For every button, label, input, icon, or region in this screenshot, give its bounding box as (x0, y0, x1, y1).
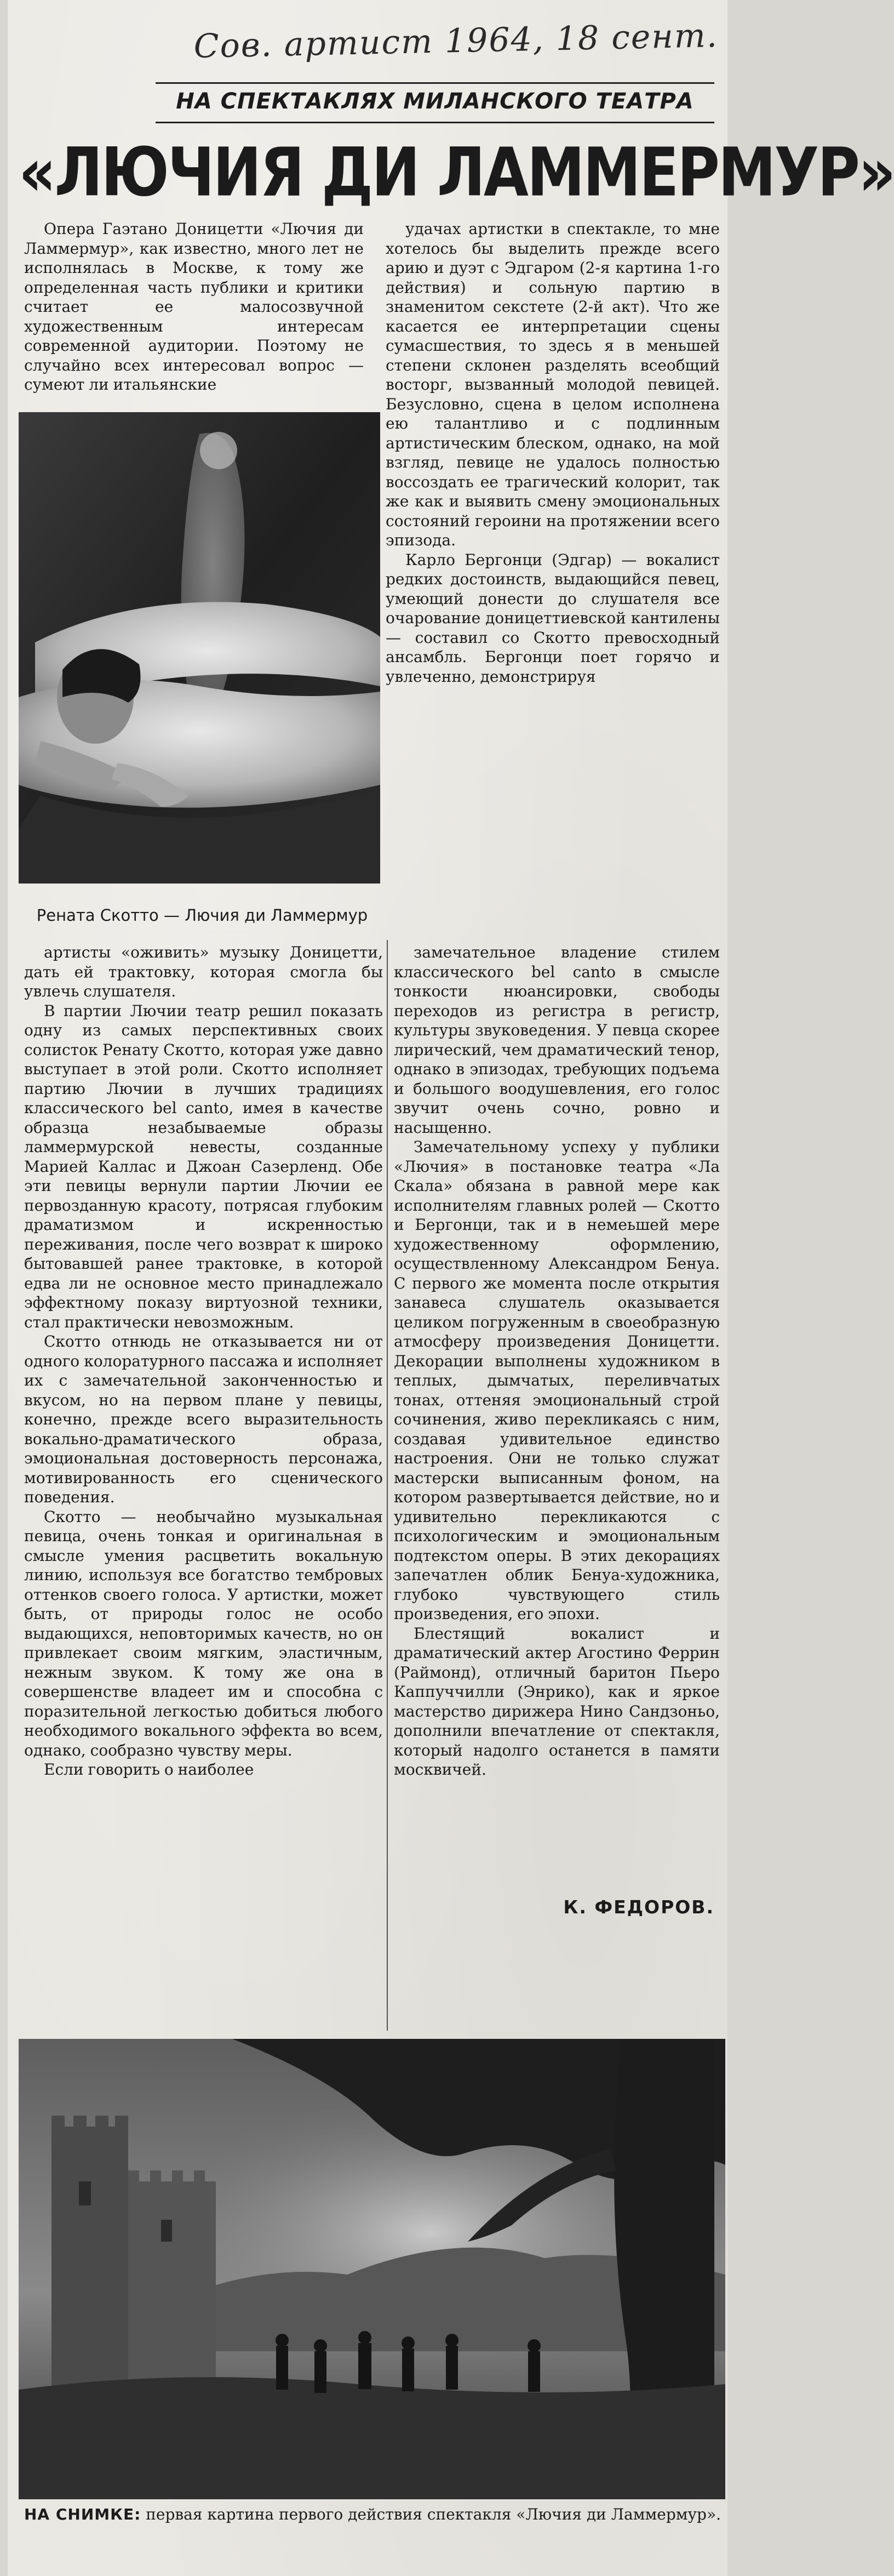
paragraph: Замечательному успеху у публики «Лючия» в постановке театра «Ла Скала» обязана в равной мере как исполнителям главных ролей — Скотто и Бергонци, так и в немеьшей мере художественному оформлению, осуществленному Александром Бенуа. С первого же момента после открытия занавеса слушатель оказывается целиком погруженным в своеобразную атмосферу произведения Доницетти. Декорации выполнены художником в теплых, дымчатых, переливчатых тонах, оттеняя эмоциональный строй сочинения, живо перекликаясь с ним, создавая удивительное единство настроения. Они не только служат мастерски выписанным фоном, на котором развертывается действие, но и удивительно перекликаются с психологическим и эмоциональным подтекстом оперы. В этих декорациях запечатлен облик Бенуа-художника, глубоко чувствующего стиль произведения, его эпохи. (394, 1138, 720, 1623)
section-kicker: НА СПЕКТАКЛЯХ МИЛАНСКОГО ТЕАТРА (176, 89, 694, 114)
intro-text: Опера Гаэтано Доницетти «Лючия ди Ламмермур», как известно, много лет не исполнялась в Москве, к тому же определенная часть публики и критики считает ее малосозвучной художественным интересам современной аудитории. Поэтому не случайно всех интересовал вопрос — сумеют ли итальянские (24, 220, 364, 394)
stage-photo (19, 2039, 725, 2499)
paragraph: Скотто — необычайно музыкальная певица, очень тонкая и оригинальная в смысле умения расцветить вокальную линию, используя все богатство тембровых оттенков своего голоса. У артистки, может быть, от природы голос не особо выдающихся, неповторимых качеств, но он привлекает своим мягким, эластичным, нежным звуком. К тому же она в совершенстве владеет им и способна с поразительной легкостью добиться любого необходимого вокального эффекта во всем, однако, сообразно чувству меры. (24, 1507, 383, 1759)
paragraph: Скотто отнюдь не отказывается ни от одного колоратурного пассажа и исполняет их с замечательной законченностью и вкусом, но на первом плане у певицы, конечно, прежде всего выразительность вокально-драматического образа, эмоциональная достоверность персонажа, мотивированность его сценического поведения. (24, 1332, 383, 1506)
author-signature: К. ФЕДОРОВ. (563, 1896, 714, 1918)
right-top-column (386, 219, 720, 937)
headline: «ЛЮЧИЯ ДИ ЛАММЕРМУР» (19, 133, 894, 212)
paragraph: замечательное владение стилем классического bel canto в смысле тонкости нюансировки, свободы переходов из регистра в регистр, культуры звуковедения. У певца скорее лирический, чем драматический тенор, однако в эпизодах, требующих подъема и большого воодушевления, его голос звучит очень сочно, ровно и насыщенно. (394, 943, 720, 1137)
paragraph: Если говорить о наиболее (44, 1760, 254, 1779)
paragraph: артисты «оживить» музыку Доницетти, дать ей трактовку, которая смогла бы увлечь слушателя. (24, 943, 383, 1000)
caption-text: первая картина первого действия спектакля «Лючия ди Ламмермур». (146, 2505, 721, 2523)
portrait-photo (19, 412, 380, 884)
paragraph: Карло Бергонци (Эдгар) — вокалист редких достоинств, выдающийся певец, умеющий донести до слушателя все очарование доницеттиевской кантилены — составил со Скотто превосходный ансамбль. Бергонци поет горячо и увлеченно, демонстрируя (386, 550, 720, 686)
column-divider (387, 940, 388, 2031)
right-column (394, 943, 720, 1891)
intro-paragraph (24, 219, 364, 400)
stage-photo-caption (24, 2505, 723, 2565)
caption-lead: НА СНИМКЕ: (24, 2505, 141, 2523)
kicker-bottom-rule (156, 122, 714, 123)
portrait-caption: Рената Скотто — Лючия ди Ламмермур (36, 906, 368, 925)
newspaper-clipping (8, 0, 894, 2576)
left-column (24, 943, 383, 2039)
paragraph: В партии Лючии театр решил показать одну из самых перспективных своих солисток Ренату Скотто, которая уже давно выступает в этой роли. Скотто исполняет партию Лючии в лучших традициях классического bel canto, имея в качестве образца незабываемые образы ламмермурской невесты, созданные Марией Каллас и Джоан Сазерленд. Обе эти певицы вернули партии Лючии ее первозданную красоту, потрясая глубоким драматизмом и искренностью переживания, после чего возврат к широко бытовавшей ранее трактовке, в которой едва ли не основное место принадлежало эффектному показу виртуозной техники, стал практически невозможным. (24, 1001, 383, 1331)
paragraph: удачах артистки в спектакле, то мне хотелось бы выделить прежде всего арию и дуэт с Эдгаром (2-я картина 1-го действия) и сольную партию в знаменитом секстете (2-й акт). Что же касается ее интерпретации сцены сумасшествия, то здесь я в меньшей степени склонен разделять всеобщий восторг, вызванный молодой певицей. Безусловно, сцена в целом исполнена ею талантливо и с подлинным артистическим блеском, однако, на мой взгляд, певице не удалось полностью воссоздать ее трагический колорит, так же как и выявить смену эмоциональных состояний героини на протяжении всего эпизода. (386, 220, 720, 549)
portrait-photo-image (19, 412, 380, 884)
paragraph: Блестящий вокалист и драматический актер Агостино Феррин (Раймонд), отличный баритон Пьеро Каппуччилли (Энрико), как и яркое мастерство дирижера Нино Сандзоньо, дополнили впечатление от спектакля, который надолго останется в памяти москвичей. (394, 1624, 720, 1779)
handwritten-note: Сов. артист 1964, 18 сент. (193, 16, 719, 66)
stage-photo-image (19, 2039, 725, 2499)
